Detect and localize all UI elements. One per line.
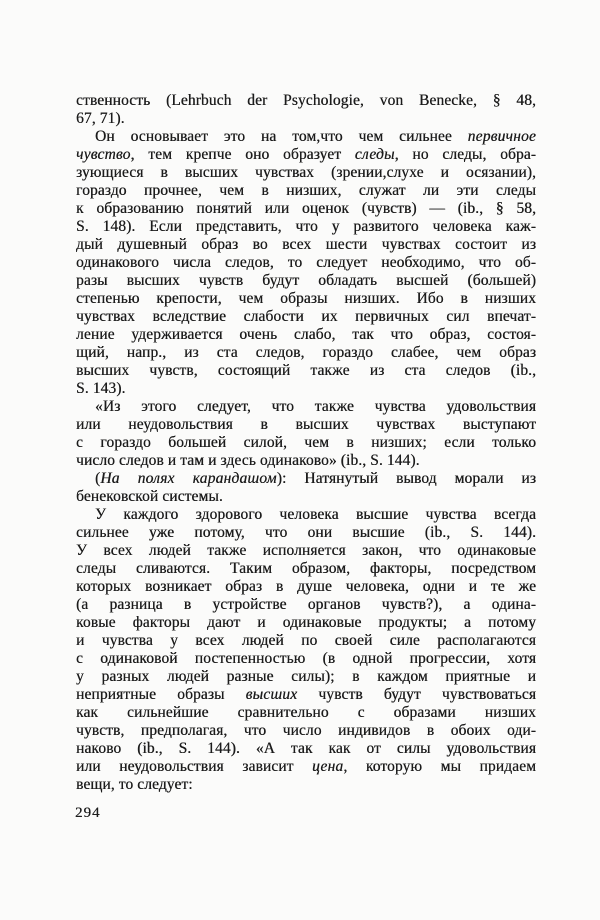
text-line: вещи, то следует:: [76, 776, 193, 793]
text-line: с одинаковой постепенностью (в одной прогрессии, хотя: [76, 650, 536, 667]
text-line: У каждого здорового человека высшие чувства всегда: [95, 506, 536, 523]
text-line: (На полях карандашом): Натянутый вывод морали из: [95, 470, 536, 487]
text-block: [76, 92, 536, 794]
text-line: У всех людей также исполняется закон, что одинаковые: [76, 542, 536, 559]
text-line: как сильнейшие сравнительно с образами низших: [76, 704, 536, 721]
text-line: число следов и там и здесь одинаково» (ib., S. 144).: [76, 452, 420, 469]
text-line: высших чувств, состоящий также из ста следов (ib.,: [76, 362, 536, 379]
text-line: 67, 71).: [76, 110, 125, 127]
text-line: одинакового числа следов, то следует необходимо, что об-: [76, 254, 536, 271]
text-line: «Из этого следует, что также чувства удовольствия: [95, 398, 536, 415]
text-line: (а разница в устройстве органов чувств?), а одина-: [76, 596, 536, 613]
text-line: Он основывает это на том,что чем сильнее первичное: [95, 128, 536, 145]
text-line: чувство, тем крепче оно образует следы, но следы, обра-: [76, 146, 537, 163]
text-line: ковые факторы дают и одинаковые продукты; а потому: [76, 614, 536, 631]
text-line: дый душевный образ во всех шести чувствах состоит из: [76, 236, 536, 253]
text-line: S. 143).: [76, 380, 126, 397]
text-line: неприятные образы высших чувств будут чувствоваться: [76, 686, 536, 703]
text-line: чувств, предполагая, что число индивидов в обоих оди-: [76, 722, 536, 739]
text-line: с гораздо большей силой, чем в низших; если только: [76, 434, 536, 451]
text-line: наково (ib., S. 144). «А так как от силы удовольствия: [76, 740, 536, 757]
text-line: сильнее уже потому, что они высшие (ib., S. 144).: [76, 524, 536, 541]
text-line: гораздо прочнее, чем в низших, служат ли эти следы: [76, 182, 536, 199]
text-line: которых возникает образ в душе человека, одни и те же: [76, 578, 536, 595]
text-line: чувствах вследствие слабости их первичных сил впечат-: [76, 308, 536, 325]
text-line: щий, напр., из ста следов, гораздо слабее, чем образ: [76, 344, 536, 361]
text-line: следы сливаются. Таким образом, факторы, посредством: [76, 560, 536, 577]
text-line: у разных людей разные силы); в каждом приятные и: [76, 668, 536, 685]
text-line: S. 148). Если представить, что у развитого человека каж-: [76, 218, 536, 235]
text-line: и чувства у всех людей по своей силе располагаются: [76, 632, 536, 649]
text-line: или неудовольствия зависит цена, которую мы придаем: [76, 758, 536, 775]
text-line: зующиеся в высших чувствах (зрении,слухе и осязании),: [76, 164, 536, 181]
text-line: разы высших чувств будут обладать высшей (большей): [76, 272, 536, 289]
text-line: к образованию понятий или оценок (чувств) — (ib., § 58,: [76, 200, 536, 217]
text-line: или неудовольствия в высших чувствах выступают: [76, 416, 536, 433]
text-line: бенековской системы.: [76, 488, 223, 505]
page-number: 294: [75, 805, 101, 821]
text-line: ление удерживается очень слабо, так что образ, состоя-: [76, 326, 536, 343]
text-line: степенью крепости, чем образы низших. Ибо в низших: [76, 290, 536, 307]
text-line: ственность (Lehrbuch der Psychologie, von Benecke, § 48,: [76, 92, 536, 109]
